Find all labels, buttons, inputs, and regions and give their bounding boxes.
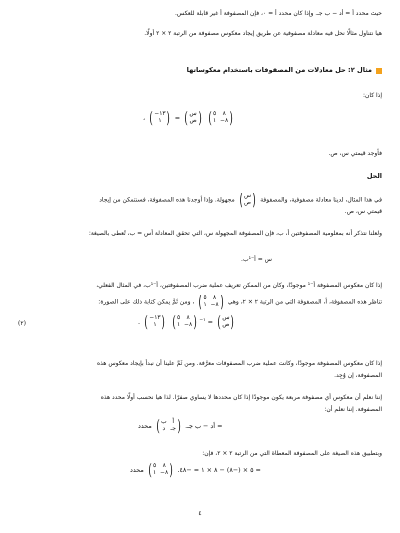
determinant-label: محدد <box>138 422 152 430</box>
rhs-cell: ١ <box>158 118 162 124</box>
variable-vector: ( س ص ) <box>184 108 202 127</box>
solution-paragraph-5: إننا نعلم أن معكوس أي مصفوفة مربعة يكون موجودًا إذا كان محددها لا يساوي صفرًا. لذا هيا نحسب أولًا محدد هذه <box>100 394 382 401</box>
page-number: ٤ <box>198 510 202 517</box>
solution-paragraph-6: وبتطبيق هذه الصيغة على المصفوفة المعطاة التي من الرتبة ٢ × ٢، فإن: <box>202 450 382 457</box>
rhs-vector: ( −١٣ ١ ) <box>149 108 171 127</box>
equation-1-end: ، <box>143 114 146 122</box>
matrix-cell: ٥ <box>153 462 157 469</box>
example-heading-text: مثال ٢: حل معادلات من المصفوفات باستخدام معكوساتها <box>186 66 372 74</box>
heading-marker-icon <box>376 68 382 74</box>
matrix-cell: ٨ <box>162 462 166 469</box>
variable-cell: ص <box>189 118 197 124</box>
matrix-cell: ب <box>161 418 167 425</box>
variable-cell: س <box>189 110 197 117</box>
variable-cell: ص <box>222 322 230 328</box>
matrix-cell: ١ <box>176 322 181 328</box>
given-matrix: ( ٥ ٨ ١ −٨ ) <box>198 292 224 311</box>
rhs-cell: ١ <box>153 322 157 328</box>
matrix-cell: ٥ <box>176 314 181 321</box>
matrix-cell: ٥ <box>203 294 207 301</box>
p3-part-c: ، ومن ثَمَّ يمكن كتابة ذلك على الصورة: <box>98 298 195 306</box>
matrix-cell: ٨ <box>222 110 226 117</box>
determinant-computation <box>130 462 261 478</box>
determinant-rhs: = أد − ب جـ. <box>185 422 223 430</box>
equation-2-end: . <box>138 318 141 326</box>
variable-cell: س <box>222 314 230 321</box>
p1-part-b: مجهولة. وإذا أوجدنا هذه المصفوفة، فسنتمكن من إيجاد <box>99 196 235 204</box>
solution-paragraph-2: ولعلنا نتذكر أنه بمعلومية المصفوفتين أ، ب، فإن المصفوفة المجهولة س، التي تحقق المعادلة أس = ب، تُعطى بالصيغة: <box>88 230 382 237</box>
equation-1 <box>143 110 235 126</box>
solution-paragraph-3: إذا كان معكوس المصفوفة أ⁻¹ موجودًا، وكان من الممكن تعريف عملية ضرب المصفوفتين، أ⁻¹ب، في المثال الفعلي، <box>96 282 382 289</box>
intro-line-2: هيا نتناول مثالًا نحل فيه معادلة مصفوفية عن طريق إيجاد معكوس مصفوفة من الرتبة ٢ × ٢ أولًا. <box>144 30 382 37</box>
matrix-cell: ٥ <box>213 110 217 117</box>
determinant-result: = ٥ × (−٨) − ٨ × ١ = −٤٨. <box>177 466 261 474</box>
variable-cell: س <box>243 192 252 199</box>
matrix-cell: −٨ <box>160 470 169 476</box>
matrix-cell: −٨ <box>220 118 229 124</box>
general-matrix: ( أ ب جـ د ) <box>156 416 181 435</box>
solution-heading: الحل <box>366 172 382 180</box>
lhs-vector-2: ( س ص ) <box>217 312 235 331</box>
solution-paragraph-1 <box>18 192 382 208</box>
determinant-formula <box>138 418 222 434</box>
if-label: إذا كان: <box>362 92 382 99</box>
matrix-cell: ١ <box>203 302 207 308</box>
intro-line-1: حيث محدد أ = أد − ب جـ. وإذا كان محدد أ = ٠، فإن المصفوفة أ غير قابلة للعكس. <box>175 10 382 17</box>
matrix-cell: ١ <box>153 470 157 476</box>
equation-number: (٢) <box>18 320 26 327</box>
inverse-exponent: −١ <box>199 317 206 323</box>
matrix-cell: ٨ <box>186 314 190 321</box>
matrix-cell: د <box>162 426 166 432</box>
unknown-vector: ( س ص ) <box>239 190 256 209</box>
variable-cell: ص <box>243 200 251 206</box>
determinant-label-2: محدد <box>130 466 144 474</box>
matrix-cell: −٨ <box>184 322 193 328</box>
solution-paragraph-3b <box>18 294 382 310</box>
example-heading <box>18 66 382 76</box>
find-text: فأوجد قيمتي س، ص. <box>328 150 382 157</box>
p3-part-b: تناظر هذه المصفوفة، أ، المصفوفة التي من الرتبة ٢ × ٢، وهي <box>227 298 382 306</box>
equals-sign: = <box>207 318 213 326</box>
matrix-cell: ١ <box>213 118 217 124</box>
matrix-cell: جـ <box>170 426 176 432</box>
equation-2 <box>138 314 237 330</box>
solution-paragraph-4: إذا كان معكوس المصفوفة موجودًا، وكانت عملية ضرب المصفوفات معرَّفة. ومن ثَمَّ علينا أن نبدأ بإيجاد معكوس هذه <box>96 360 382 367</box>
solution-paragraph-1-cont: قيمتي س، ص. <box>344 208 382 215</box>
rhs-vector-2: ( −١٣ ١ ) <box>144 312 166 331</box>
matrix-cell: −٨ <box>210 302 219 308</box>
rhs-cell: −١٣ <box>149 314 161 321</box>
rhs-cell: −١٣ <box>154 110 166 117</box>
inverse-formula: س = أ⁻¹ب. <box>241 256 272 263</box>
matrix-cell: ٨ <box>213 294 217 301</box>
given-matrix-2: ( ٥ ٨ ١ −٨ ) <box>148 460 173 479</box>
document-page <box>18 10 382 523</box>
solution-paragraph-4b: المصفوفة، إن وُجِد. <box>334 372 382 379</box>
inverse-matrix: ( ٥ ٨ ١ −٨ ) <box>172 312 197 331</box>
coefficient-matrix: ( ٥ ٨ ١ −٨ ) <box>208 108 233 127</box>
solution-paragraph-5b: المصفوفة. إننا نعلم أن: <box>324 406 382 413</box>
matrix-cell: أ <box>172 418 174 425</box>
equals-sign: = <box>174 114 181 122</box>
p1-part-a: في هذا المثال، لدينا معادلة مصفوفية، والمصفوفة <box>260 196 382 204</box>
